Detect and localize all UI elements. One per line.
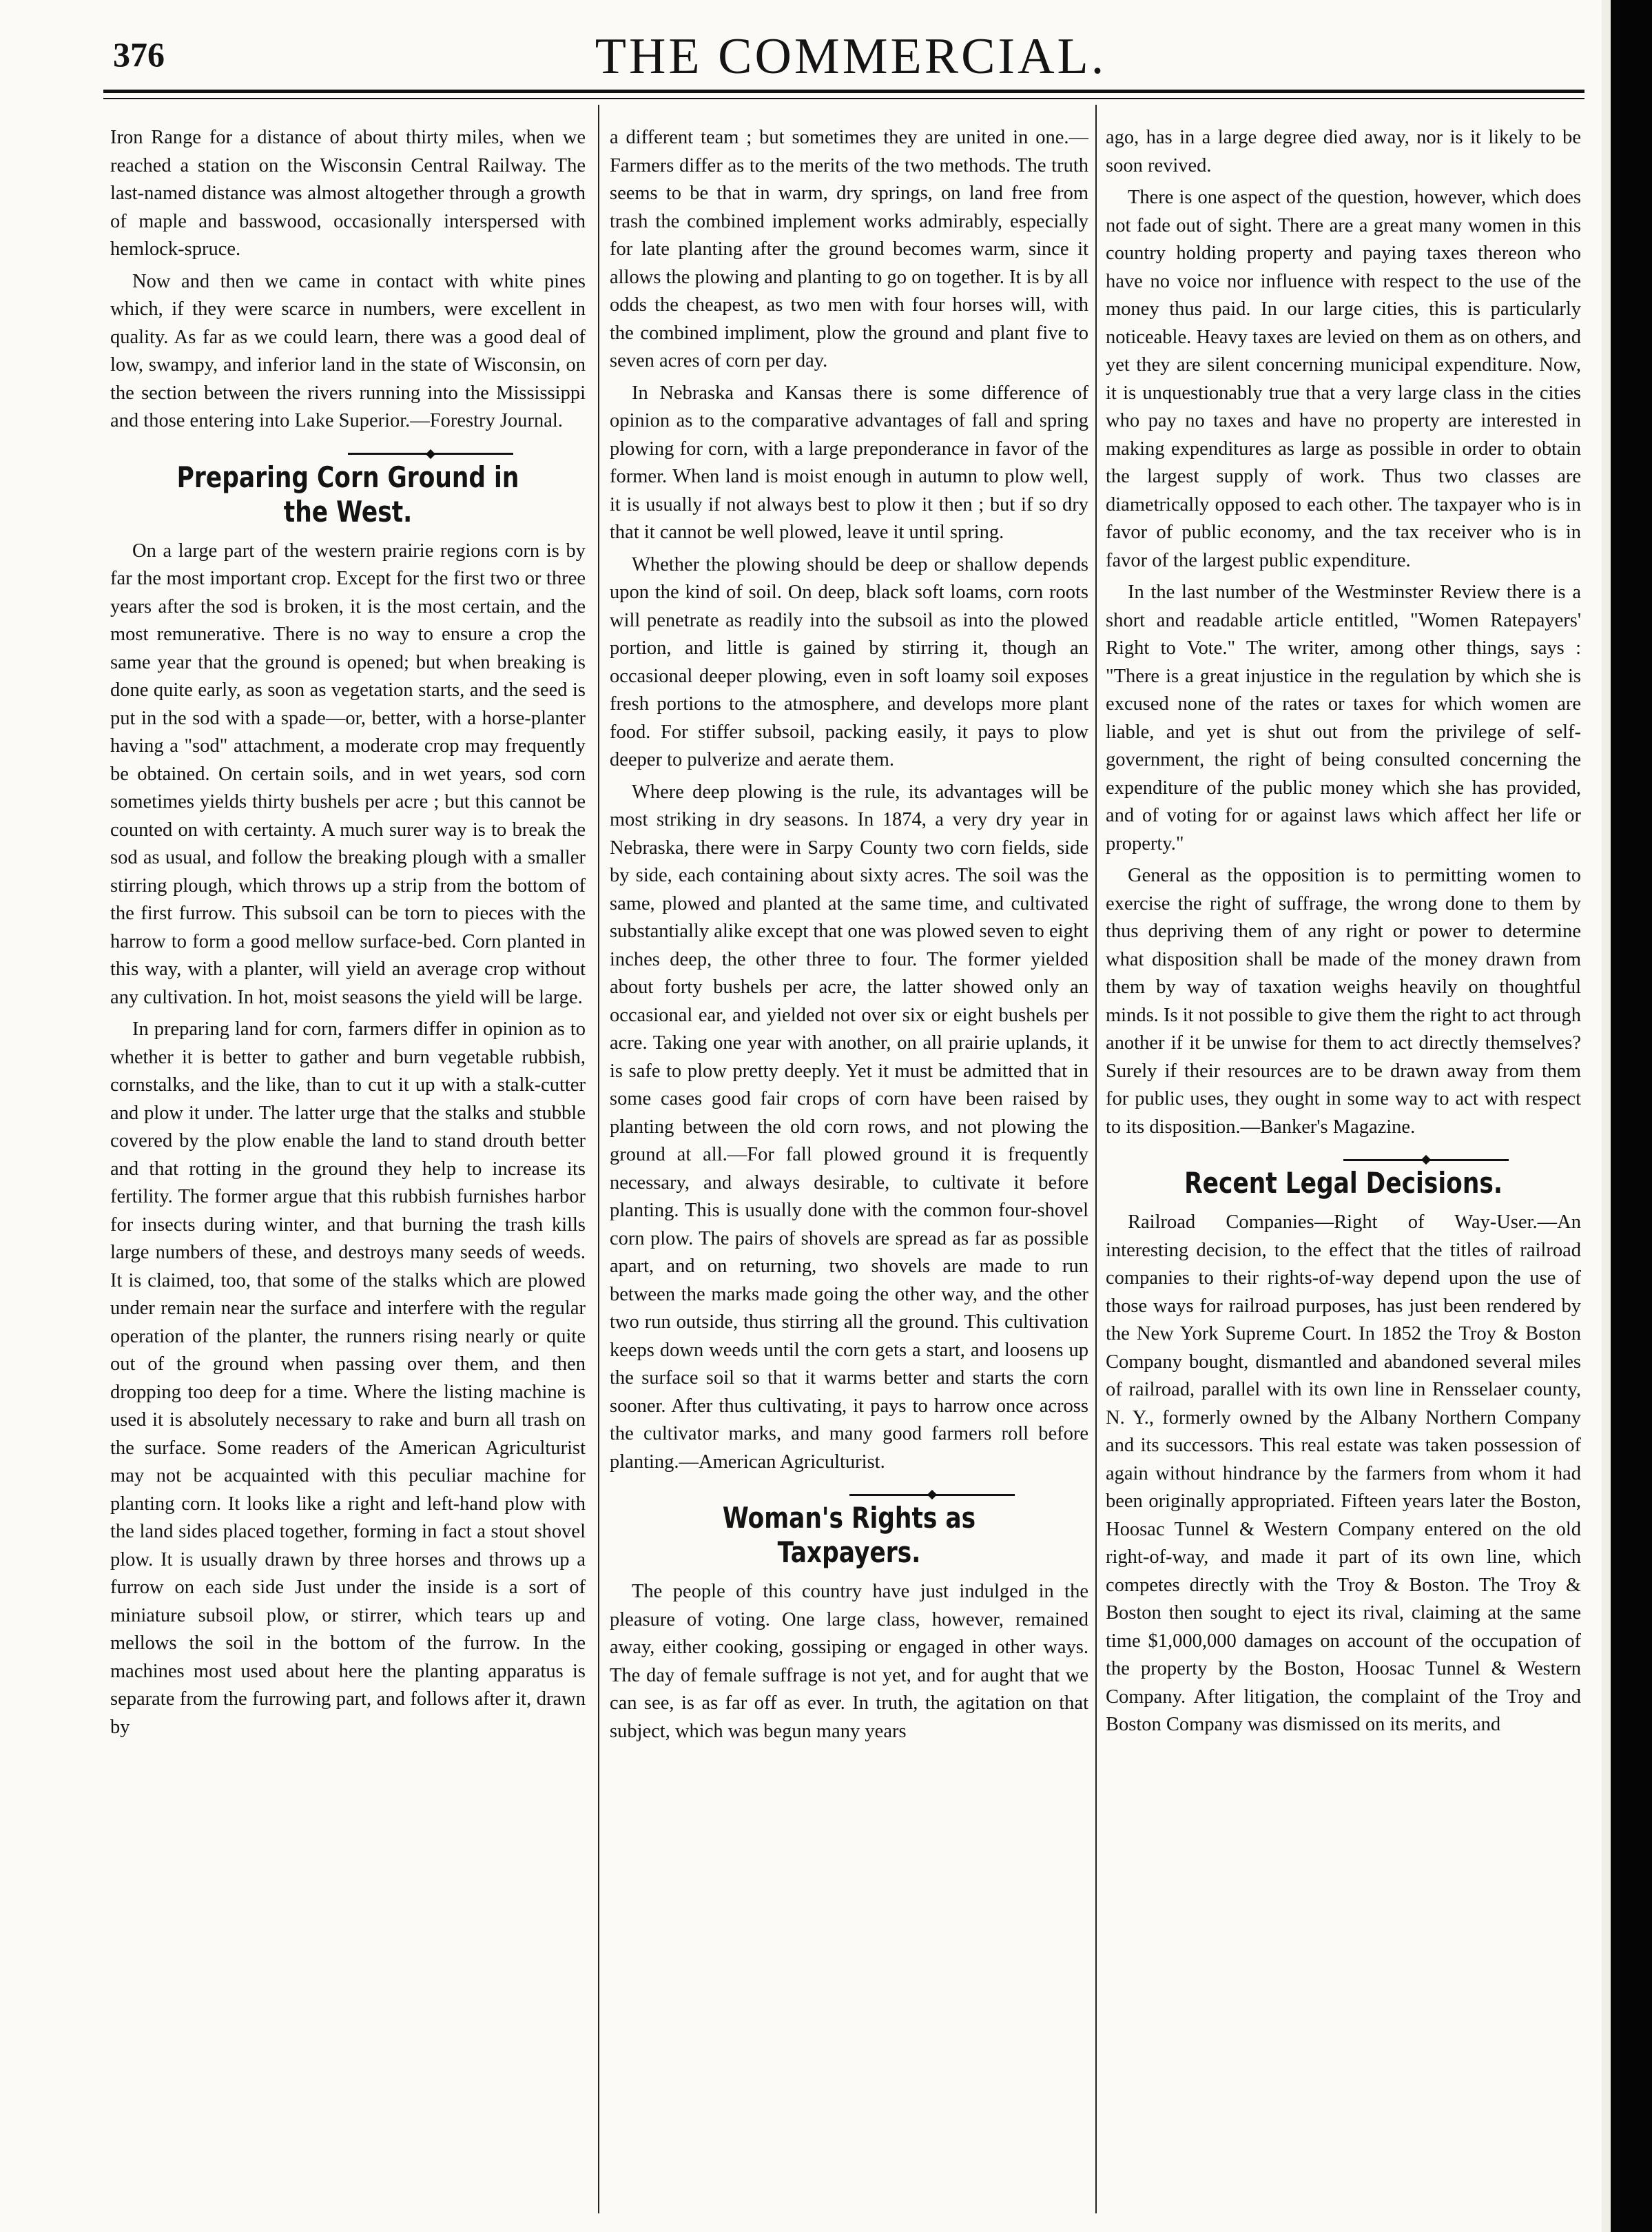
header-rule-thin	[103, 98, 1584, 99]
article-heading-corn: Preparing Corn Ground in the West.	[176, 460, 519, 529]
col1-paragraph-1: Iron Range for a distance of about thirty miles, when we reached a station on the Wisconsin Central Railway. The last-named distance was almost altogether through a growth of maple and basswood, occasionally interspersed with hemlock-spruce.	[110, 127, 586, 260]
page-header	[103, 28, 1598, 90]
col2-paragraph-5: The people of this country have just indulged in the pleasure of voting. One large class, however, remained away, either cooking, gossiping or engaged in other ways. The day of female suffrage is not yet, and for aught that we can see, is as far off as ever. In truth, the agitation on that subject, which was begun many years	[610, 1581, 1088, 1742]
col3-paragraph-2: There is one aspect of the question, however, which does not fade out of sight. There are a great many women in this country holding property and paying taxes thereon who have no voice nor influence with respect to the use of the money thus paid. In our large cities, this is particularly noticeable. Heavy taxes are levied on them as on others, and yet they are silent concerning municipal expenditure. Now, it is unquestionably true that a very large class in the cities who pay no taxes and have no property are interested in making expenditures as large as possible in order to obtain the largest supply of work. Thus two classes are diametrically opposed to each other. The taxpayer who is in favor of public economy, and the tax receiver who is in favor of the largest public expenditure.	[1106, 187, 1581, 571]
article-heading-legal-decisions: Recent Legal Decisions.	[1184, 1166, 1503, 1200]
col1-paragraph-4: In preparing land for corn, farmers differ in opinion as to whether it is better to gather and burn vegetable rubbish, cornstalks, and the like, than to cut it up with a stalk-cutter and plow it under. The latter urge that the stalks and stubble covered by the plow enable the land to stand drouth better and that rotting in the ground they help to increase its fertility. The former argue that this rubbish furnishes harbor for insects during winter, and that burning the trash kills large numbers of these, and destroys many seeds of weeds. It is claimed, too, that some of the stalks which are plowed under remain near the surface and interfere with the regular operation of the planter, the runners rising nearly or quite out of the ground when passing over them, and then dropping too deep for a time. Where the listing machine is used it is absolutely necessary to rake and burn all trash on the surface. Some readers of the American Agriculturist may not be acquainted with this peculiar machine for planting corn. It looks like a right and left-hand plow with the land sides placed together, forming in fact a stout shovel plow. It is usually drawn by three horses and throws up a furrow on each side Just under the inside is a sort of miniature subsoil plow, or stirrer, which tears up and mellows the soil in the bottom of the furrow. In the machines most used about here the planting apparatus is separate from the furrowing part, and follows after it, drawn by	[110, 1018, 586, 1738]
col3-paragraph-3: In the last number of the Westminster Review there is a short and readable article entitled, "Women Ratepayers' Right to Vote." The writer, among other things, says : "There is a great injustice in the regulation by which she is excused none of the rates or taxes for which women are liable, and yet is shut out from the privilege of self-government, the right of being consulted concerning the expenditure of the public money which she has provided, and of voting for or against laws which affect her life or property."	[1106, 582, 1581, 854]
column-3	[1106, 124, 1581, 2212]
col2-paragraph-4: Where deep plowing is the rule, its advantages will be most striking in dry seasons. In 1874, a very dry year in Nebraska, there were in Sarpy County two corn fields, side by side, each containing about sixty acres. The soil was the same, plowed and planted at the same time, and cultivated substantially alike except that one was plowed seven to eight inches deep, the other three to four. The former yielded about forty bushels per acre, the latter showed only an occasional ear, and yielded not over six or eight bushels per acre. Taking one year with another, on all prairie uplands, it is safe to plow pretty deeply. Yet it must be admitted that in some cases good fair crops of corn have been raised by planting between the old corn rows, and not plowing the ground at all.—For fall plowed ground it is frequently necessary, and always desirable, to cultivate it before planting. This is usually done with the common four-shovel corn plow. The pairs of shovels are spread as far as possible apart, and on returning, two shovels are made to run between the marks made going the other way, and the other two run outside, thus stirring all the ground. This cultivation keeps down weeds until the corn gets a start, and loosens up the surface soil so that it warms better and starts the corn sooner. After thus cultivating, it pays to harrow once across the cultivator marks, and many good farmers roll before planting.—American Agriculturist.	[610, 781, 1088, 1473]
col2-paragraph-3: Whether the plowing should be deep or shallow depends upon the kind of soil. On deep, black soft loams, corn roots will penetrate as readily into the subsoil as into the plowed portion, and little is gained by stirring it, though an occasional deeper plowing, even in soft loamy soil exposes fresh portions to the atmosphere, and develops more plant food. For stiffer subsoil, packing easily, it pays to plow deeper to pulverize and aerate them.	[610, 553, 1088, 770]
col3-paragraph-1: ago, has in a large degree died away, nor is it likely to be soon revived.	[1106, 127, 1581, 176]
article-divider	[110, 440, 586, 452]
scan-binding-edge	[1611, 0, 1652, 2232]
col3-paragraph-5: Railroad Companies—Right of Way-User.—An interesting decision, to the effect that the titles of railroad companies to their rights-of-way depend upon the use of those ways for railroad purposes, has just been rendered by the New York Supreme Court. In 1852 the Troy & Boston Company bought, dismantled and abandoned several miles of railroad, parallel with its own line in Rensselaer county, N. Y., formerly owned by the Albany Northern Company and its successors. This real estate was taken possession of again without hindrance by the farmers from whom it had been originally appropriated. Fifteen years later the Boston, Hoosac Tunnel & Western Company entered on the old right-of-way, and made it part of its own line, which competes directly with the Troy & Boston. The Troy & Boston then sought to eject its rival, claiming at the same time $1,000,000 damages on account of the occupation of the property by the Boston, Hoosac Tunnel & Western Company. After litigation, the complaint of the Troy and Boston Company was dismissed on its merits, and	[1106, 1211, 1581, 1735]
col1-paragraph-2: Now and then we came in contact with white pines which, if they were scarce in numbers, were excellent in quality. As far as we could learn, there was a good deal of low, swampy, and inferior land in the state of Wisconsin, on the section between the rivers running into the Mississippi and those entering into Lake Superior.—Forestry Journal.	[110, 270, 586, 431]
col3-paragraph-4: General as the opposition is to permitting women to exercise the right of suffrage, the wrong done to them by thus depriving them of any right or power to determine what disposition shall be made of the money drawn from them by way of taxation weighs heavily on thoughtful minds. Is it not possible to give them the right to act through another if it be unwise for them to act directly themselves? Surely if their resources are to be drawn away from them for public uses, they ought in some way to act with respect to its disposition.—Banker's Magazine.	[1106, 865, 1581, 1138]
page-number: 376	[113, 35, 165, 74]
column-2	[610, 124, 1088, 2212]
column-1	[110, 124, 586, 2212]
header-rule-thick	[103, 90, 1584, 93]
col2-paragraph-1: a different team ; but sometimes they are united in one.—Farmers differ as to the merits of the two methods. The truth seems to be that in warm, dry springs, on land free from trash the combined implement works admirably, especially for late planting after the ground becomes warm, since it allows the plowing and planting to go on together. It is by all odds the cheapest, as two men with four horses will, with the combined impliment, plow the ground and plant five to seven acres of corn per day.	[610, 127, 1088, 371]
article-divider	[610, 1480, 1088, 1493]
scan-edge-gap	[1602, 0, 1611, 2232]
article-divider	[1106, 1145, 1581, 1158]
column-divider-1	[598, 105, 599, 2213]
masthead-title: THE COMMERCIAL.	[595, 28, 1107, 85]
article-heading-womens-rights: Woman's Rights as Taxpayers.	[722, 1501, 976, 1569]
col2-paragraph-2: In Nebraska and Kansas there is some difference of opinion as to the comparative advantages of fall and spring plowing for corn, with a large preponderance in favor of the former. When land is moist enough in autumn to plow well, it is usually if not always best to plow it then ; but if so dry that it cannot be well plowed, leave it until spring.	[610, 382, 1088, 543]
column-divider-2	[1095, 105, 1097, 2213]
col1-paragraph-3: On a large part of the western prairie regions corn is by far the most important crop. Except for the first two or three years after the sod is broken, it is the most certain, and the most remunerative. There is no way to ensure a crop the same year that the ground is opened; but when breaking is done quite early, as soon as vegetation starts, and the seed is put in the sod with a spade—or, better, with a horse-planter having a "sod" attachment, a moderate crop may frequently be obtained. On certain soils, and in wet years, sod corn sometimes yields thirty bushels per acre ; but this cannot be counted on with certainty. A much surer way is to break the sod as usual, and follow the breaking plough with a smaller stirring plough, which throws up a strip from the bottom of the first furrow. This subsoil can be torn to pieces with the harrow to form a good mellow surface-bed. Corn planted in this way, with a planter, will yield an average crop without any cultivation. In hot, moist seasons the yield will be large.	[110, 540, 586, 1008]
